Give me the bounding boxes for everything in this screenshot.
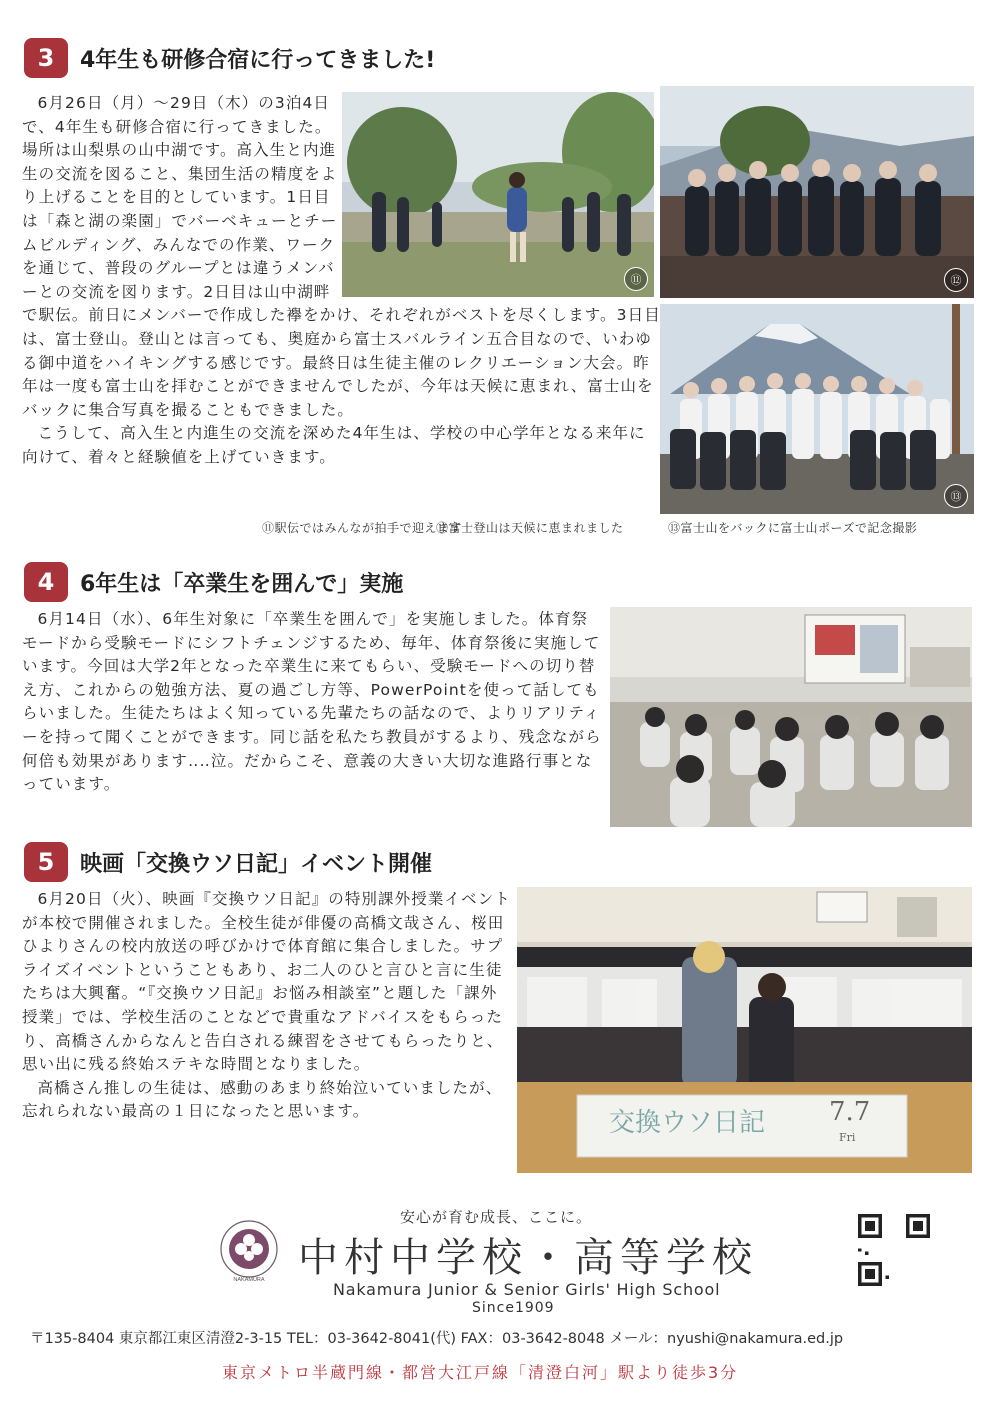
section-3-number: 3 [24,38,68,78]
fuji-hike-photo [660,86,974,298]
photo-number-11: ⑪ [624,267,648,291]
section-3-paragraph-1: 6月26日（月）～29日（木）の3泊4日で、4年生も研修合宿に行ってきました。場所は山梨県の山中湖です。高入生と内進生の交流を図ること、集団生活の精度をより上げることを目的としています。1日目は「森と湖の楽園」でバーベキューとチームビルディング、みんなでの作業、ワークを通じて、普段のグループとは違うメンバーとの交流を図ります。2日目は山中湖畔で駅伝。前日にメンバーで作成した襷をかけ、それぞれがベストを尽くします。3日目は、富士登山。登山とは言っても、奥庭から富士スバルライン五合目なので、いわゆる御中道をハイキングする感じです。最終日は生徒主催のレクリエーション大会。昨年は一度も富士山を拝むことができませんでしたが、今年は天候に恵まれ、富士山をバックに集合写真を撮ることもできました。 [22,94,661,419]
section-5-number: 5 [24,842,68,882]
access-info: 東京メトロ半蔵門線・都営大江戸線「清澄白河」駅より徒歩3分 [222,1363,739,1382]
section-5-title: 映画「交換ウソ日記」イベント開催 [80,851,433,877]
section-3-title: 4年生も研修合宿に行ってきました! [80,47,436,73]
logo-text: NAKAMURA [233,1277,265,1283]
section-5-paragraph-2: 高橋さん推しの生徒は、感動のあまり終始泣いていましたが、忘れられない最高の１日になったと思います。 [22,1078,503,1121]
section-4-paragraph-1: 6月14日（水）、6年生対象に「卒業生を囲んで」を実施しました。体育祭モードから受験モードにシフトチェンジするため、毎年、体育祭後に実施しています。今回は大学2年となった卒業生に来てもらい、受験モードへの切り替え方、これからの勉強方法、夏の過ごし方等、PowerPointを使って話してもらいました。生徒たちはよく知っている先輩たちの話なので、よりリアリティーを持って聞くことができます。同じ話を私たち教員がするより、残念ながら何倍も効果があります‥‥泣。だからこそ、意義の大きい大切な進路行事となっています。 [22,610,602,794]
photo-number-12: ⑫ [944,268,968,292]
banner-day: Fri [839,1131,856,1144]
fuji-group-photo [660,304,974,514]
photo-number-13: ⑬ [944,484,968,508]
qr-code[interactable] [858,1214,930,1286]
section-5-body [22,888,512,1124]
section-4-body [22,608,604,797]
section-5-paragraph-1: 6月20日（火）、映画『交換ウソ日記』の特別課外授業イベントが本校で開催されました。全校生徒が俳優の高橋文哉さん、桜田ひよりさんの校内放送の呼びかけで体育館に集合しました。サプライズイベントということもあり、お二人のひと言ひと言に生徒たちは大興奮。“『交換ウソ日記』お悩み相談室”と題した「課外授業」では、学校生活のことなどで貴重なアドバイスをもらったり、高橋さんからなんと告白される練習をさせてもらったりと、思い出に残る終始ステキな時間となりました。 [22,890,511,1074]
since-year: Since1909 [472,1300,555,1316]
section-3-body [22,92,662,512]
footer-tagline: 安心が育む成長、ここに。 [400,1208,593,1226]
caption-11: ⑪駅伝ではみんなが拍手で迎えます [262,521,463,535]
caption-13: ⑬富士山をバックに富士山ポーズで記念撮影 [668,521,918,535]
school-logo [216,1218,282,1284]
section-4-title: 6年生は「卒業生を囲んで」実施 [80,571,404,597]
school-name-english: Nakamura Junior & Senior Girls' High School [333,1280,721,1299]
school-name: 中村中学校・高等学校 [298,1235,758,1281]
alumni-talk-photo [610,607,972,827]
section-4-number: 4 [24,562,68,602]
contact-address: 〒135-8404 東京都江東区清澄2-3-15 TEL：03-3642-8041(代) FAX：03-3642-8048 メール：nyushi@nakamura.ed.jp [30,1331,844,1347]
movie-event-photo [517,887,972,1173]
banner-title: 交換ウソ日記 [609,1108,766,1138]
caption-12: ⑫富士登山は天候に恵まれました [436,521,624,535]
banner-date: 7.7 [829,1097,871,1127]
section-3-paragraph-2: こうして、高入生と内進生の交流を深めた4年生は、学校の中心学年となる来年に向けて、着々と経験値を上げていきます。 [22,424,646,466]
